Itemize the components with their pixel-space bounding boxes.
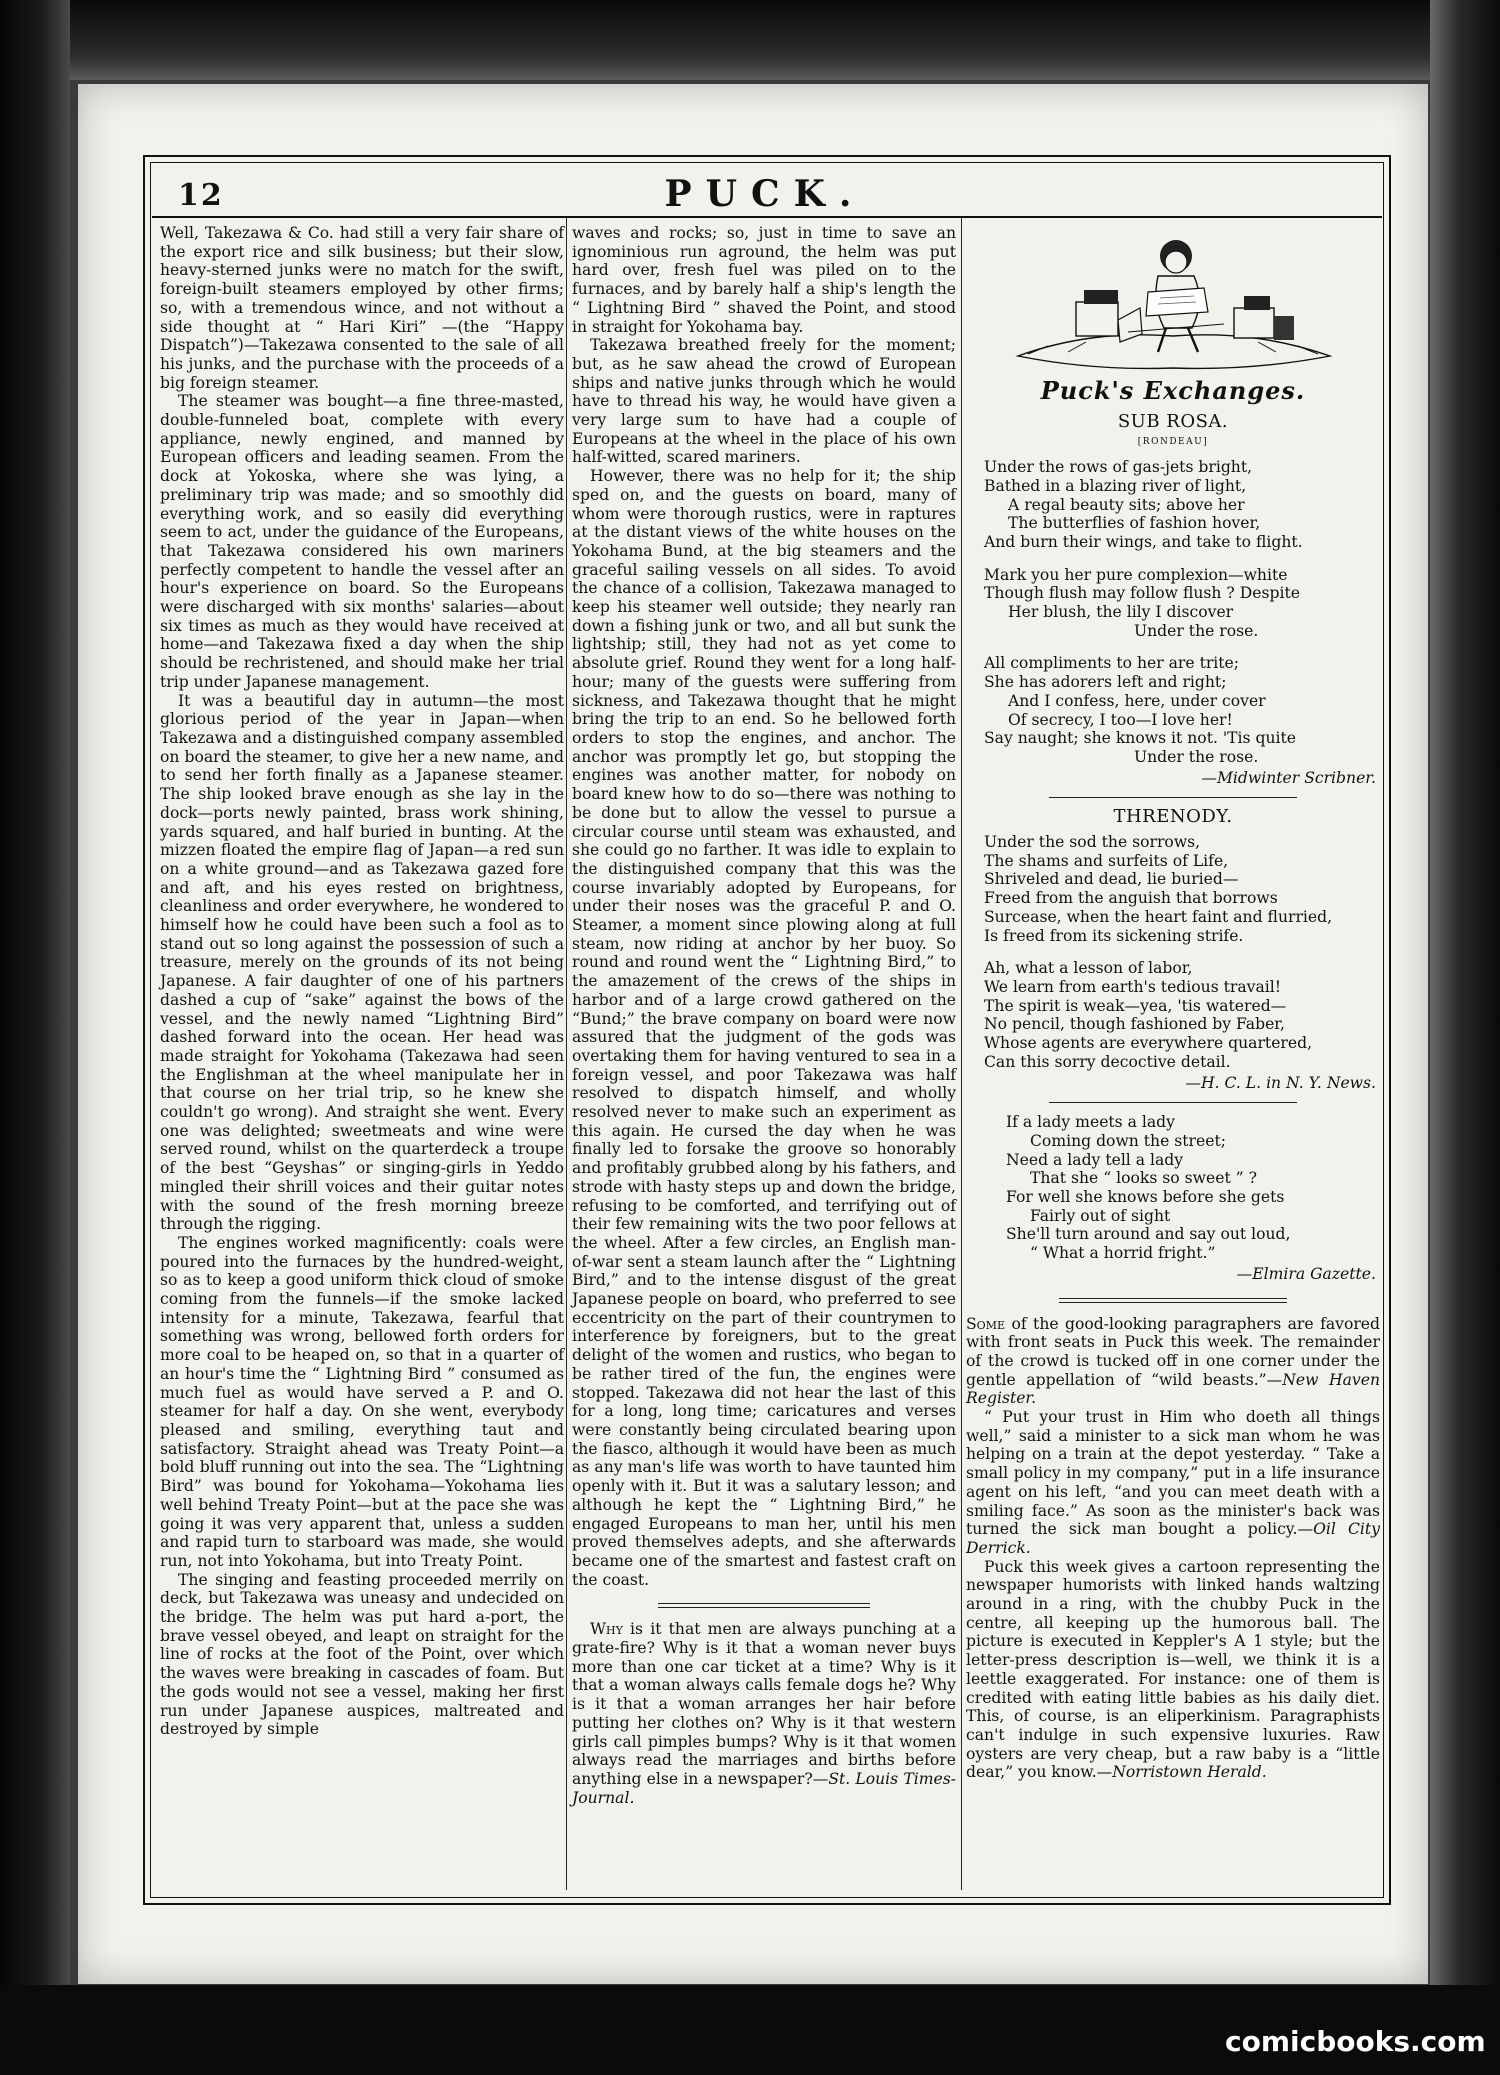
paragraph-why xyxy=(572,1620,956,1807)
poem-sub-rosa xyxy=(984,458,1380,767)
verse-line: Fairly out of sight xyxy=(1030,1206,1171,1225)
verse-line: And I confess, here, under cover xyxy=(1008,691,1266,710)
verse-line: And burn their wings, and take to flight. xyxy=(984,532,1303,551)
paragraph: The engines worked magnificently: coals were poured into the furnaces by the hundred-weight, so as to keep a good uniform thick cloud of smoke coming from the funnels—if the smoke lacked intensity for a minute, Takezawa, fearful that something was wrong, bellowed forth orders for more coal to be heaped on, so that in a quarter of an hour's time the “ Lightning Bird ” consumed as much fuel as would have served a P. and O. steamer for half a day. On she went, everybody pleased and smiling, everything taut and satisfactory. Straight ahead was Treaty Point—a bold bluff running out into the sea. The “Lightning Bird” was bound for Yokohama—Yokohama lies well behind Treaty Point—but at the pace she was going it was very apparent that, unless a sudden and rapid turn to starboard was made, she would run, not into Yokohama, but into Treaty Point. xyxy=(160,1233,564,1570)
why-lead-word: Why xyxy=(590,1620,623,1639)
verse-line: No pencil, though fashioned by Faber, xyxy=(984,1015,1286,1034)
verse-line: All compliments to her are trite; xyxy=(984,654,1240,673)
paragraph-body: of the good-looking paragraphers are favored with front seats in Puck this week. The remainder of the crowd is tucked off in one corner under the gentle appellation of “wild beasts.”— xyxy=(966,1314,1380,1389)
verse-line: Need a lady tell a lady xyxy=(1006,1150,1184,1169)
puck-reading-vignette-illustration xyxy=(1008,228,1338,378)
column-exchanges xyxy=(966,224,1380,1782)
scan-border-right xyxy=(1430,0,1500,2075)
page-number: 12 xyxy=(178,178,224,213)
section-divider xyxy=(1049,1102,1297,1103)
column-story-part-2 xyxy=(572,224,956,1807)
verse-line: Mark you her pure complexion—white xyxy=(984,565,1288,584)
verse-line: Under the sod the sorrows, xyxy=(984,833,1201,852)
scan-border-top xyxy=(0,0,1500,80)
verse-line: For well she knows before she gets xyxy=(1006,1188,1285,1207)
column-divider-2 xyxy=(961,218,962,1890)
verse-line: If a lady meets a lady xyxy=(1006,1113,1175,1132)
paragraph-body: “ Put your trust in Him who doeth all things well,” said a minister to a sick man whom he was helping on a train at the depot yesterday. “ Take a small policy in my company,” put in a life insurance agent on his left, “and you can meet death with a smiling face.” As soon as the minister's back was turned the sick man bought a policy.— xyxy=(966,1408,1380,1539)
paragraph: Takezawa breathed freely for the moment; but, as he saw ahead the crowd of European ships and native junks through which he would have to thread his way, he would have given a very large sum to have had a couple of Europeans at the wheel in the place of his own half-witted, scared mariners. xyxy=(572,336,956,467)
poem-credit: —Midwinter Scribner. xyxy=(1201,768,1376,787)
verse-line: Shriveled and dead, lie buried— xyxy=(984,870,1239,889)
verse-line: Freed from the anguish that borrows xyxy=(984,889,1278,908)
verse-line: Under the rose. xyxy=(1134,747,1259,766)
verse-line: Is freed from its sickening strife. xyxy=(984,926,1244,945)
column-story-part-1 xyxy=(160,224,564,1739)
why-body: is it that men are always punching at a grate-fire? Why is it that a woman never buys more than one car ticket at a time? Why is it that a woman always calls female dogs he? Why is it that a woman arranges her hair before putting her clothes on? Why is it that western girls call pimples bumps? Why is it that women always read the marriages and births before anything else in a newspaper? xyxy=(572,1620,956,1788)
verse-line: Coming down the street; xyxy=(1030,1131,1226,1150)
verse-line: She'll turn around and say out loud, xyxy=(1006,1225,1291,1244)
verse-line: The butterflies of fashion hover, xyxy=(1008,514,1261,533)
paragraph: The singing and feasting proceeded merrily on deck, but Takezawa was uneasy and undecided on the bridge. The helm was put hard a-port, the brave vessel obeyed, and leapt on straight for the line of rocks at the foot of the Point, over which the waves were breaking in cascades of foam. But the gods would not see a vessel, making her first run under Japanese auspices, maltreated and destroyed by simple xyxy=(160,1570,564,1739)
section-divider xyxy=(1059,1298,1287,1303)
poem-credit: —Elmira Gazette. xyxy=(1236,1264,1376,1283)
verse-line: Under the rows of gas-jets bright, xyxy=(984,458,1253,477)
paragraph xyxy=(966,1315,1380,1409)
masthead-title: PUCK. xyxy=(664,173,866,215)
paragraph-body: Puck this week gives a cartoon representing the newspaper humorists with linked hands waltzing around in a ring, with the chubby Puck in the centre, all keeping up the humorous ball. The picture is executed in Keppler's A 1 style; but the letter-press description is—well, we think it is a leettle exaggerated. For instance: one of them is credited with eating little babies as his daily diet. This, of course, is an eliperkinism. Paragraphists can't indulge in such expensive luxuries. Raw oysters are very cheap, but a raw baby is a “little dear,” you know.— xyxy=(966,1557,1380,1782)
poem-subtitle: [RONDEAU] xyxy=(1137,437,1209,448)
paragraph: It was a beautiful day in autumn—the most glorious period of the year in Japan—when Takezawa and a distinguished company assembled on board the steamer, to give her a new name, and to send her forth finally as a Japanese steamer. The ship looked brave enough as she lay in the dock—ports newly painted, brass work shining, yards squared, and half buried in bunting. At the mizzen floated the empire flag of Japan—a red sun on a white ground—and as Takezawa gazed fore and aft, and his eyes rested on brightness, cleanliness and order everywhere, he wondered to himself how he could have been such a fool as to stand out so long against the possession of such a treasure, merely on the grounds of its not being Japanese. A fair daughter of one of his partners dashed a cup of “sake” against the bows of the vessel, and the newly named “Lightning Bird” dashed forward into the ocean. Her head was made straight for Yokohama (Takezawa had seen the Englishman at the wheel manipulate her in that course on her trial trip, so he knew she couldn't go wrong). And straight she went. Every one was delighted; sweetmeats and wine were served round, whilst on the quarterdeck a troupe of the best “Geyshas” or singing-girls in Yeddo mingled their shrill voices and their guitar notes with the sound of the fresh morning breeze through the rigging. xyxy=(160,691,564,1234)
department-title: Puck's Exchanges. xyxy=(1040,376,1306,405)
paragraph: However, there was no help for it; the ship sped on, and the guests on board, many of whom were thorough rustics, were in raptures at the distant views of the white houses on the Yokohama Bund, at the big steamers and the graceful sailing vessels on all sides. To avoid the chance of a collision, Takezawa managed to keep his steamer well outside; they nearly ran down a fishing junk or two, and all but sunk the lightship; still, they had not as yet come to absolute grief. Round they went for a long half-hour; many of the guests were suffering from sickness, and Takezawa thought that he might bring the trip to an end. So he bellowed forth orders to stop the engines, and anchor. The anchor was promptly let go, but stopping the engines was another matter, for nobody on board knew how to do so—there was nothing to be done but to allow the vessel to pursue a circular course until steam was exhausted, and she could go no farther. It was idle to explain to the distinguished company that this was the course invariably adopted by Europeans, for under their noses was the graceful P. and O. Steamer, a moment since plowing along at full steam, now riding at anchor by her buoy. So round and round went the “ Lightning Bird,” to the amazement of the crews of the ships in harbor and of a large crowd gathered on the “Bund;” the brave company on board were now assured that the judgment of the gods was overtaking them for having ventured to sea in a foreign vessel, and poor Takezawa was half resolved to dispatch himself, and wholly resolved never to make such an experiment as this again. He cursed the day when he was finally led to forsake the groove so honorably and profitably grubbed along by his fathers, and strode with hasty steps up and down the bridge, refusing to be comforted, and terrifying out of their few remaining wits the two poor fellows at the wheel. After a few circles, an English man-of-war sent a steam launch after the “ Lightning Bird,” and to the intense disgust of the great Japanese people on board, who preferred to see eccentricity on the part of their countrymen to interference by foreigners, but to the great delight of the women and rustics, who began to be rather tired of the fun, the engines were stopped. Takezawa did not hear the last of this for a long, long time; caricatures and verses were constantly being circulated bearing upon the fiasco, although it would have been as much as any man's life was worth to have taunted him openly with it. But it was a salutary lesson; and although he kept the “ Lightning Bird,” he engaged Europeans to man her, until his men proved themselves adepts, and she afterwards became one of the smartest and fastest craft on the coast. xyxy=(572,467,956,1589)
poem-lady xyxy=(1006,1113,1380,1263)
paragraph: waves and rocks; so, just in time to save an ignominious run aground, the helm was put hard over, fresh fuel was piled on to the furnaces, and by barely half a ship's length the “ Lightning Bird ” shaved the Point, and stood in straight for Yokohama bay. xyxy=(572,224,956,336)
column-divider-1 xyxy=(566,218,567,1890)
poem-title: THRENODY. xyxy=(1113,806,1233,828)
verse-line: Her blush, the lily I discover xyxy=(1008,603,1234,622)
section-divider xyxy=(1049,797,1297,798)
verse-line: That she “ looks so sweet ” ? xyxy=(1030,1169,1257,1188)
site-watermark: comicbooks.com xyxy=(1225,2025,1486,2058)
section-divider xyxy=(658,1603,869,1608)
verse-line: Though flush may follow flush ? Despite xyxy=(984,584,1300,603)
verse-line: We learn from earth's tedious travail! xyxy=(984,977,1282,996)
verse-line: Can this sorry decoctive detail. xyxy=(984,1052,1231,1071)
verse-line: Whose agents are everywhere quartered, xyxy=(984,1034,1313,1053)
paragraph-credit: New Haven Register. xyxy=(966,1370,1381,1408)
verse-line: Surcease, when the heart faint and flurried, xyxy=(984,907,1333,926)
scan-border-left xyxy=(0,0,70,2075)
paragraph: The steamer was bought—a fine three-masted, double-funneled boat, complete with every appliance, newly engined, and manned by European officers and leading seamen. From the dock at Yokoska, where she was lying, a preliminary trip was made; and so smoothly did everything work, and so easily did everything seem to act, under the guidance of the Europeans, that Takezawa considered his own mariners perfectly competent to handle the vessel after an hour's experience on board. So the Europeans were discharged with six months' salaries—about six times as much as they would have received at home—and Takezawa fixed a day when the ship should be rechristened, and should make her trial trip under Japanese management. xyxy=(160,392,564,691)
verse-line: The shams and surfeits of Life, xyxy=(984,851,1229,870)
paragraph-credit: Oil City Derrick. xyxy=(966,1520,1380,1557)
paragraph xyxy=(966,1558,1380,1782)
paragraph xyxy=(966,1408,1380,1558)
verse-line: Bathed in a blazing river of light, xyxy=(984,476,1247,495)
verse-line: “ What a horrid fright.” xyxy=(1030,1244,1216,1263)
verse-line: Ah, what a lesson of labor, xyxy=(984,959,1193,978)
verse-line: Under the rose. xyxy=(1134,621,1259,640)
poem-threnody xyxy=(984,833,1380,1071)
lead-word: Some xyxy=(966,1314,1005,1333)
header-rule xyxy=(152,216,1382,218)
verse-line: Say naught; she knows it not. 'Tis quite xyxy=(984,729,1297,748)
poem-credit: —H. C. L. in N. Y. News. xyxy=(1185,1073,1376,1092)
verse-line: Of secrecy, I too—I love her! xyxy=(1008,710,1233,729)
verse-line: The spirit is weak—yea, 'tis watered— xyxy=(984,996,1287,1015)
paragraph-credit: Norristown Herald. xyxy=(1112,1763,1267,1782)
paragraph: Well, Takezawa & Co. had still a very fair share of the export rice and silk business; but their slow, heavy-sterned junks were no match for the swift, foreign-built steamers employed by other firms; so, with a tremendous wince, and not without a side thought at “ Hari Kiri” —(the “Happy Dispatch”)—Takezawa consented to the sale of all his junks, and the purchase with the proceeds of a big foreign steamer. xyxy=(160,224,564,392)
verse-line: A regal beauty sits; above her xyxy=(1008,495,1245,514)
why-credit: —St. Louis Times-Journal. xyxy=(572,1769,956,1807)
verse-line: She has adorers left and right; xyxy=(984,673,1227,692)
poem-title: SUB ROSA. xyxy=(1117,410,1229,432)
